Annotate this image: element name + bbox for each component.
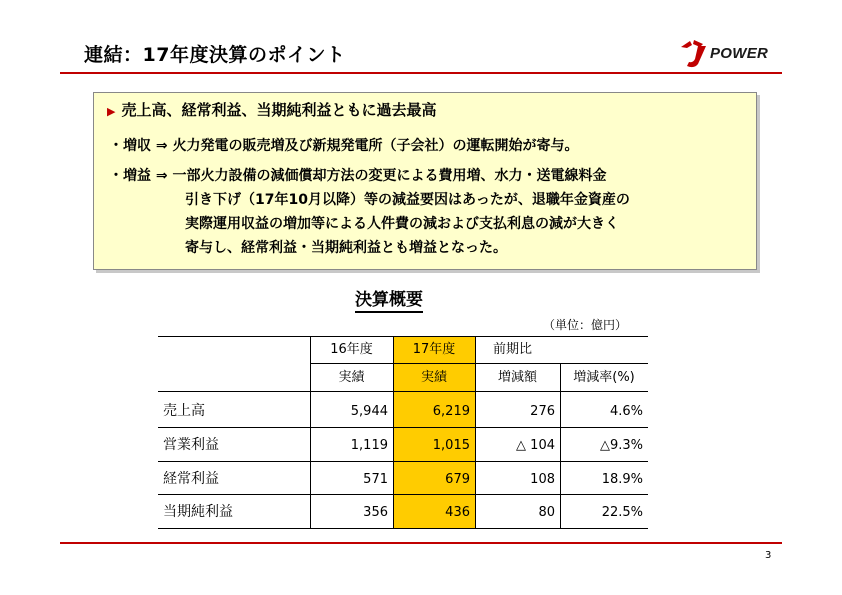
cell-operating-fy17: 1,015 xyxy=(432,438,470,453)
table-rule-row1 xyxy=(158,427,648,428)
cell-ordinary-fy16: 571 xyxy=(363,472,388,487)
summary-profit-cont-3: 寄与し、経常利益・当期純利益とも増益となった。 xyxy=(185,240,507,256)
summary-profit-cont-2: 実際運用収益の増加等による人件費の減および支払利息の減が大きく xyxy=(185,216,619,232)
table-rule-mid xyxy=(310,363,648,364)
logo-wordmark: POWER xyxy=(710,45,769,62)
cell-ordinary-fy17: 679 xyxy=(445,472,470,487)
cell-net-diff: 80 xyxy=(538,505,555,520)
unit-label: （単位：億円） xyxy=(543,318,628,332)
cell-sales-fy17: 6,219 xyxy=(432,404,470,419)
summary-profit-cont-1: 引き下げ（17年10月以降）等の減益要因はあったが、退職年金資産の xyxy=(185,192,630,208)
table-rule-row2 xyxy=(158,461,648,462)
summary-headline xyxy=(107,99,436,120)
cell-ordinary-rate: 18.9% xyxy=(601,472,643,487)
header-fy17: 17年度 xyxy=(412,342,456,357)
table-rule-bottom xyxy=(158,528,648,529)
subheader-fy17: 実績 xyxy=(420,370,447,385)
row-label-ordinary: 経常利益 xyxy=(163,471,219,487)
cell-net-fy16: 356 xyxy=(363,505,388,520)
subheader-diff: 増減額 xyxy=(497,370,537,385)
cell-ordinary-diff: 108 xyxy=(530,472,555,487)
page-title: 連結：17年度決算のポイント xyxy=(84,44,346,66)
table-vline-3 xyxy=(475,336,476,528)
summary-revenue-line: ・増収 ⇒ 火力発電の販売増及び新規発電所（子会社）の運転開始が寄与。 xyxy=(109,138,579,154)
cell-net-fy17: 436 xyxy=(445,505,470,520)
headline-text: 売上高、経常利益、当期純利益ともに過去最高 xyxy=(121,101,437,119)
table-rule-top xyxy=(158,336,648,337)
header-fy16: 16年度 xyxy=(330,342,373,357)
summary-profit-line: ・増益 ⇒ 一部火力設備の減価償却方法の変更による費用増、水力・送電線料金 xyxy=(109,168,607,184)
subheader-rate: 増減率(%) xyxy=(573,370,635,385)
table-title: 決算概要 xyxy=(355,289,423,313)
cell-sales-diff: 276 xyxy=(530,404,555,419)
cell-sales-fy16: 5,944 xyxy=(350,404,388,419)
summary-box xyxy=(93,92,757,270)
cell-operating-rate: △9.3% xyxy=(599,438,643,453)
footer-rule xyxy=(60,542,782,544)
row-label-operating: 営業利益 xyxy=(163,437,219,453)
row-label-net: 当期純利益 xyxy=(163,504,233,520)
table-vline-1 xyxy=(310,336,311,528)
company-logo xyxy=(678,38,778,70)
table-rule-row3 xyxy=(158,494,648,495)
page-number: 3 xyxy=(765,550,772,561)
cell-sales-rate: 4.6% xyxy=(609,404,643,419)
fy17-highlight xyxy=(393,336,475,528)
cell-operating-fy16: 1,119 xyxy=(350,438,388,453)
row-label-sales: 売上高 xyxy=(163,403,205,419)
header-yoy: 前期比 xyxy=(493,342,533,357)
table-rule-header-bottom xyxy=(158,391,648,392)
cell-operating-diff: △ 104 xyxy=(516,438,555,453)
triangle-bullet-icon: ▶ xyxy=(107,105,116,118)
header-rule xyxy=(60,72,782,74)
table-vline-2 xyxy=(393,336,394,528)
cell-net-rate: 22.5% xyxy=(601,505,643,520)
jpower-mark-icon xyxy=(678,38,712,70)
subheader-fy16: 実績 xyxy=(338,370,365,385)
